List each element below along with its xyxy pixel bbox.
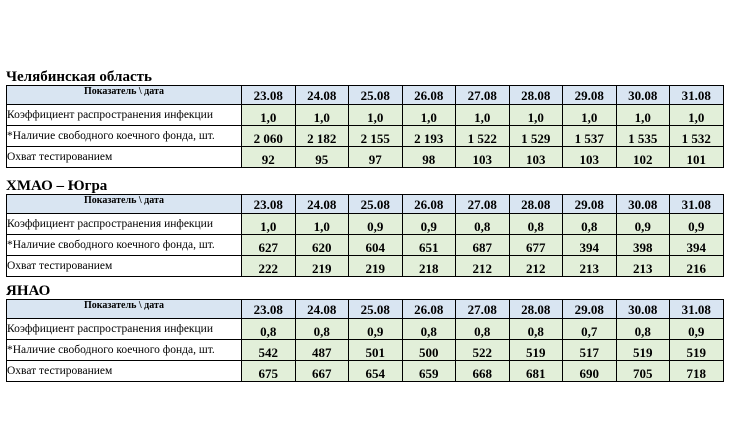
- value-cell: 0,8: [456, 214, 510, 235]
- table-row: [7, 361, 724, 382]
- indicator-label-cell: Коэффициент распространения инфекции: [7, 319, 242, 340]
- value-cell: 213: [563, 256, 617, 277]
- indicator-label-cell: Коэффициент распространения инфекции: [7, 214, 242, 235]
- table-header-row: [7, 300, 724, 319]
- value-cell: 1,0: [670, 105, 724, 126]
- value-cell: 0,8: [456, 319, 510, 340]
- value-cell: 687: [456, 235, 510, 256]
- value-cell: 102: [616, 147, 670, 168]
- value-cell: 1 522: [456, 126, 510, 147]
- value-cell: 0,9: [349, 319, 403, 340]
- value-cell: 2 182: [295, 126, 349, 147]
- header-label-cell: Показатель \ дата: [7, 300, 242, 319]
- value-cell: 394: [670, 235, 724, 256]
- indicator-table: [6, 85, 724, 168]
- value-cell: 0,8: [295, 319, 349, 340]
- value-cell: 0,8: [402, 319, 456, 340]
- indicator-label-cell: Охват тестированием: [7, 147, 242, 168]
- value-cell: 219: [349, 256, 403, 277]
- date-header-cell: 27.08: [456, 86, 510, 105]
- region-section: [6, 283, 723, 382]
- value-cell: 667: [295, 361, 349, 382]
- value-cell: 2 060: [242, 126, 296, 147]
- value-cell: 604: [349, 235, 403, 256]
- value-cell: 1,0: [509, 105, 563, 126]
- value-cell: 1,0: [295, 105, 349, 126]
- date-header-cell: 24.08: [295, 195, 349, 214]
- value-cell: 0,9: [670, 319, 724, 340]
- header-label-cell: Показатель \ дата: [7, 195, 242, 214]
- region-section: [6, 178, 723, 277]
- indicator-label-cell: Охват тестированием: [7, 361, 242, 382]
- value-cell: 0,8: [509, 319, 563, 340]
- indicator-label-cell: *Наличие свободного коечного фонда, шт.: [7, 340, 242, 361]
- value-cell: 0,9: [670, 214, 724, 235]
- indicator-label-cell: Коэффициент распространения инфекции: [7, 105, 242, 126]
- value-cell: 1 537: [563, 126, 617, 147]
- value-cell: 500: [402, 340, 456, 361]
- value-cell: 394: [563, 235, 617, 256]
- value-cell: 0,9: [402, 214, 456, 235]
- value-cell: 487: [295, 340, 349, 361]
- value-cell: 519: [509, 340, 563, 361]
- table-row: [7, 147, 724, 168]
- region-title: ХМАО – Югра: [6, 178, 108, 194]
- value-cell: 1 532: [670, 126, 724, 147]
- date-header-cell: 30.08: [616, 195, 670, 214]
- table-row: [7, 105, 724, 126]
- value-cell: 659: [402, 361, 456, 382]
- value-cell: 213: [616, 256, 670, 277]
- value-cell: 95: [295, 147, 349, 168]
- indicator-label-cell: *Наличие свободного коечного фонда, шт.: [7, 126, 242, 147]
- value-cell: 97: [349, 147, 403, 168]
- date-header-cell: 30.08: [616, 86, 670, 105]
- value-cell: 212: [509, 256, 563, 277]
- value-cell: 398: [616, 235, 670, 256]
- table-row: [7, 340, 724, 361]
- value-cell: 0,9: [616, 214, 670, 235]
- date-header-cell: 25.08: [349, 300, 403, 319]
- table-row: [7, 214, 724, 235]
- region-section: [6, 69, 723, 168]
- value-cell: 690: [563, 361, 617, 382]
- value-cell: 620: [295, 235, 349, 256]
- date-header-cell: 29.08: [563, 86, 617, 105]
- value-cell: 1,0: [349, 105, 403, 126]
- value-cell: 1,0: [456, 105, 510, 126]
- value-cell: 222: [242, 256, 296, 277]
- value-cell: 1 529: [509, 126, 563, 147]
- value-cell: 212: [456, 256, 510, 277]
- value-cell: 103: [563, 147, 617, 168]
- value-cell: 705: [616, 361, 670, 382]
- date-header-cell: 23.08: [242, 195, 296, 214]
- date-header-cell: 28.08: [509, 300, 563, 319]
- value-cell: 1,0: [295, 214, 349, 235]
- table-row: [7, 256, 724, 277]
- date-header-cell: 26.08: [402, 195, 456, 214]
- value-cell: 501: [349, 340, 403, 361]
- value-cell: 1,0: [242, 105, 296, 126]
- value-cell: 92: [242, 147, 296, 168]
- value-cell: 519: [670, 340, 724, 361]
- value-cell: 542: [242, 340, 296, 361]
- value-cell: 681: [509, 361, 563, 382]
- header-label-cell: Показатель \ дата: [7, 86, 242, 105]
- table-row: [7, 319, 724, 340]
- date-header-cell: 31.08: [670, 195, 724, 214]
- value-cell: 216: [670, 256, 724, 277]
- value-cell: 718: [670, 361, 724, 382]
- date-header-cell: 30.08: [616, 300, 670, 319]
- value-cell: 668: [456, 361, 510, 382]
- date-header-cell: 27.08: [456, 195, 510, 214]
- date-header-cell: 26.08: [402, 86, 456, 105]
- value-cell: 0,9: [349, 214, 403, 235]
- value-cell: 219: [295, 256, 349, 277]
- region-title: ЯНАО: [6, 283, 51, 299]
- table-header-row: [7, 86, 724, 105]
- value-cell: 103: [509, 147, 563, 168]
- date-header-cell: 31.08: [670, 86, 724, 105]
- indicator-table: [6, 299, 724, 382]
- value-cell: 0,8: [616, 319, 670, 340]
- value-cell: 517: [563, 340, 617, 361]
- value-cell: 627: [242, 235, 296, 256]
- date-header-cell: 25.08: [349, 195, 403, 214]
- value-cell: 0,7: [563, 319, 617, 340]
- value-cell: 1,0: [616, 105, 670, 126]
- value-cell: 1,0: [402, 105, 456, 126]
- date-header-cell: 29.08: [563, 195, 617, 214]
- table-header-row: [7, 195, 724, 214]
- date-header-cell: 29.08: [563, 300, 617, 319]
- value-cell: 519: [616, 340, 670, 361]
- value-cell: 2 193: [402, 126, 456, 147]
- value-cell: 1,0: [242, 214, 296, 235]
- value-cell: 101: [670, 147, 724, 168]
- date-header-cell: 24.08: [295, 300, 349, 319]
- table-row: [7, 126, 724, 147]
- value-cell: 522: [456, 340, 510, 361]
- value-cell: 0,8: [242, 319, 296, 340]
- date-header-cell: 23.08: [242, 300, 296, 319]
- value-cell: 675: [242, 361, 296, 382]
- value-cell: 103: [456, 147, 510, 168]
- indicator-label-cell: *Наличие свободного коечного фонда, шт.: [7, 235, 242, 256]
- date-header-cell: 28.08: [509, 86, 563, 105]
- value-cell: 0,8: [563, 214, 617, 235]
- value-cell: 1 535: [616, 126, 670, 147]
- date-header-cell: 28.08: [509, 195, 563, 214]
- value-cell: 1,0: [563, 105, 617, 126]
- value-cell: 651: [402, 235, 456, 256]
- indicator-table: [6, 194, 724, 277]
- table-row: [7, 235, 724, 256]
- date-header-cell: 31.08: [670, 300, 724, 319]
- date-header-cell: 26.08: [402, 300, 456, 319]
- date-header-cell: 25.08: [349, 86, 403, 105]
- region-title: Челябинская область: [6, 69, 152, 85]
- value-cell: 0,8: [509, 214, 563, 235]
- date-header-cell: 27.08: [456, 300, 510, 319]
- date-header-cell: 23.08: [242, 86, 296, 105]
- value-cell: 677: [509, 235, 563, 256]
- value-cell: 654: [349, 361, 403, 382]
- date-header-cell: 24.08: [295, 86, 349, 105]
- value-cell: 2 155: [349, 126, 403, 147]
- value-cell: 218: [402, 256, 456, 277]
- value-cell: 98: [402, 147, 456, 168]
- indicator-label-cell: Охват тестированием: [7, 256, 242, 277]
